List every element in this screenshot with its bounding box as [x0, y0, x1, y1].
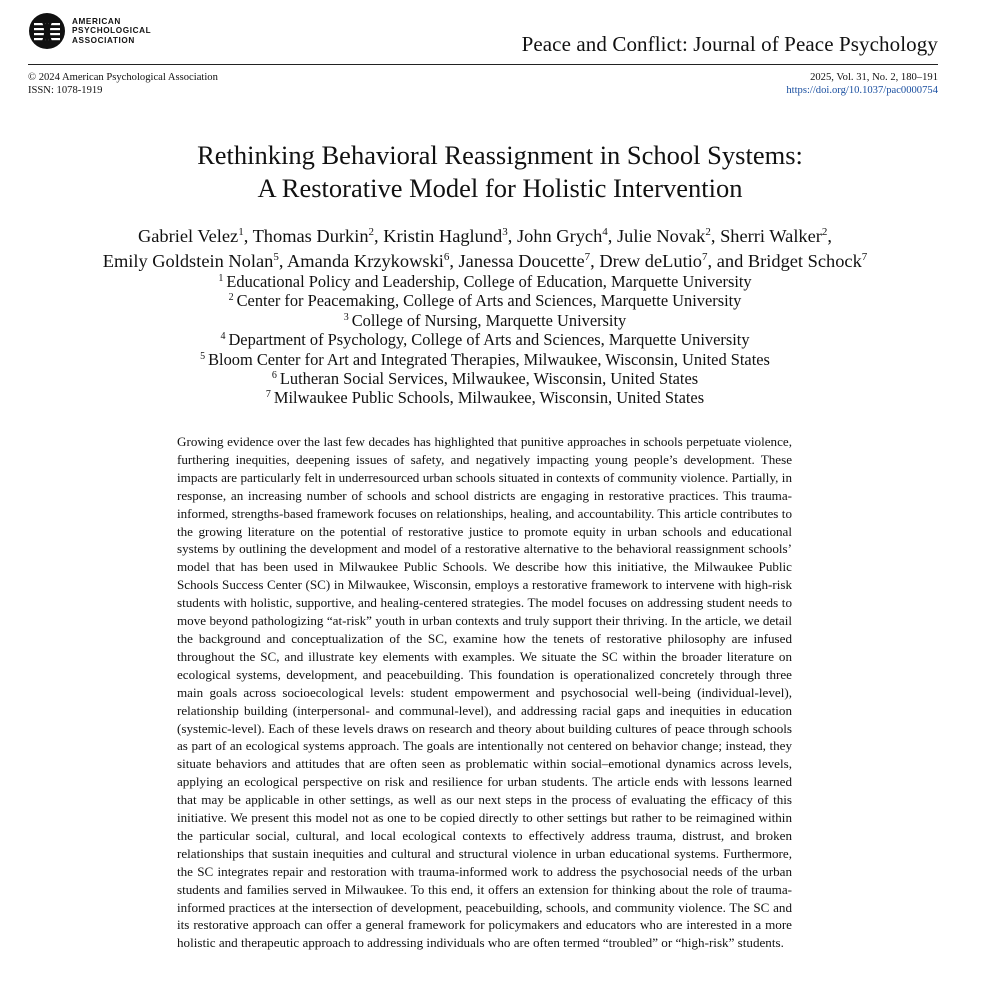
author-line: Emily Goldstein Nolan$^5$, Amanda Krzykowski$^6$, Janessa Doucette$^7$, Drew deLutio$^7$, and Bridget Schock$^7$: [102, 251, 868, 271]
author-name: Amanda Krzykowski: [287, 251, 444, 271]
author-name: John Grych: [516, 226, 603, 246]
author-name: Thomas Durkin: [252, 226, 369, 246]
author-affiliation-mark: 2: [821, 226, 828, 238]
author-affiliation-mark: 6: [443, 251, 450, 263]
affiliation: [0, 369, 970, 388]
copyright-block: [28, 72, 218, 97]
author-name: Bridget Schock: [747, 251, 862, 271]
affiliation-number: 3: [343, 311, 349, 323]
affiliation-text: Milwaukee Public Schools, Milwaukee, Wisconsin, United States: [273, 388, 705, 408]
apa-emblem-icon: [28, 12, 66, 50]
author-affiliation-mark: 2: [705, 226, 711, 238]
author-affiliation-mark: 7: [584, 251, 591, 263]
author-affiliation-mark: 3: [502, 226, 508, 238]
affiliation-text: Center for Peacemaking, College of Arts and Sciences, Marquette University: [236, 291, 742, 311]
affiliation-number: 1: [218, 273, 224, 284]
affiliation-text: Bloom Center for Art and Integrated Therapies, Milwaukee, Wisconsin, United States: [208, 349, 770, 369]
affiliation-text: Lutheran Social Services, Milwaukee, Wisconsin, United States: [279, 369, 699, 389]
author-name: Drew deLutio: [599, 251, 703, 271]
author-name: Emily Goldstein Nolan: [102, 251, 274, 271]
author-affiliation-mark: 7: [702, 251, 708, 263]
author-affiliation-mark: 7: [861, 251, 868, 263]
affiliation-number: 5: [200, 350, 206, 362]
logo-line: PSYCHOLOGICAL: [72, 26, 152, 36]
author-affiliation-mark: 2: [368, 226, 375, 238]
affiliation-number: 2: [228, 292, 234, 304]
affiliation: [0, 388, 970, 407]
affiliation-text: Educational Policy and Leadership, College of Education, Marquette University: [226, 272, 752, 291]
author-name: Julie Novak: [616, 226, 706, 246]
affiliation: [0, 330, 970, 349]
affiliation-number: 7: [265, 389, 271, 401]
issn-text: ISSN: 1078-1919: [28, 84, 103, 96]
author-name: Sherri Walker: [720, 226, 822, 246]
affiliation-list: [0, 272, 970, 408]
author-name: Janessa Doucette: [458, 251, 585, 271]
affiliation-text: Department of Psychology, College of Arts and Sciences, Marquette University: [228, 330, 750, 350]
author-affiliation-mark: 5: [273, 251, 279, 263]
author-line: Gabriel Velez$^1$, Thomas Durkin$^2$, Kristin Haglund$^3$, John Grych$^4$, Julie Novak$^2$, Sherri Walker$^2$,: [137, 226, 833, 246]
doi-link[interactable]: https://doi.org/10.1037/pac0000754: [786, 84, 938, 96]
logo-line: ASSOCIATION: [72, 35, 135, 45]
author-affiliation-mark: 4: [602, 226, 608, 238]
author-list: [0, 224, 970, 274]
author-affiliation-mark: 1: [238, 226, 244, 238]
logo-line: AMERICAN: [72, 16, 121, 26]
affiliation-number: 6: [271, 370, 277, 382]
author-name: Kristin Haglund: [383, 226, 503, 246]
citation-block: [786, 72, 938, 97]
affiliation: [0, 311, 970, 330]
apa-logo: [28, 12, 151, 50]
title-line: Rethinking Behavioral Reassignment in School Systems:: [197, 140, 803, 170]
affiliation: [0, 291, 970, 310]
article-title: [0, 139, 1000, 205]
author-name: Gabriel Velez: [137, 226, 239, 246]
header-divider: [28, 64, 938, 65]
affiliation: [0, 350, 970, 369]
affiliation-text: College of Nursing, Marquette University: [351, 310, 627, 330]
journal-title: Peace and Conflict: Journal of Peace Psychology: [521, 32, 938, 56]
copyright-text: © 2024 American Psychological Association: [28, 72, 218, 83]
abstract: Growing evidence over the last few decades has highlighted that punitive approaches in schools perpetuate violence, furthering inequities, deepening issues of safety, and negatively impacting young people’s development. These impacts are particularly felt in underresourced urban schools situated in contexts of community violence. Partially, in response, an increasing number of schools and school districts are engaging in restorative practices. This trauma-informed, strengths-based framework focuses on relationships, healing, and accountability. This article contributes to the growing literature on the potential of restorative justice to promote equity in urban schools and educational systems by outlining the development and model of a restorative alternative to the behavioral reassignment schools’ model that has been used in Milwaukee Public Schools. We describe how this initiative, the Milwaukee Public Schools Success Center (SC) in Milwaukee, Wisconsin, employs a restorative framework to intervene with high-risk students with holistic, supportive, and healing-centered strategies. The model focuses on addressing student needs to move beyond pathologizing “at-risk” youth in urban contexts and truly support their thriving. In the article, we detail the background and conceptualization of the SC, examine how the tenets of restorative philosophy are infused throughout the SC, and illustrate key elements with examples. We situate the SC within the broader literature on ecological systems, development, and peacebuilding. This foundation is operationalized concretely through three main goals across socioecological levels: student empowerment and psychosocial well-being (individual-level), relationship building (interpersonal- and communal-level), and addressing racial gaps and inequities in education (systemic-level). Each of these levels draws on research and theory about building cultures of peace through schools as part of an ecological systems approach. The goals are intentionally not centered on behavior change; instead, they situate behaviors and attitudes that are often seen as problematic within social–emotional dynamics across levels, applying an ecological perspective on risk and resilience for urban students. The article ends with lessons learned that may be applicable in other settings, as well as our next steps in the process of evaluating the efficacy of this initiative. We present this model not as one to be copied directly to other settings but rather to be reimagined within the particular social, cultural, and local ecological contexts to effectively address trauma, distrust, and broken relationships that sustain inequities and cultural and structural violence in urban educational systems. Furthermore, the SC integrates repair and restoration with trauma-informed work to address the psychosocial needs of the urban students and families served in Milwaukee. To this end, it offers an extension for thinking about the role of trauma-informed practices at the intersection of development, peacebuilding, schools, and community violence. The SC and its restorative approach can offer a general framework for policymakers and educators who are interested in a more holistic and therapeutic approach to addressing individuals who are often termed “troubled” or “high-risk” students.: [177, 434, 792, 951]
affiliation: [0, 272, 970, 291]
apa-logo-text: [72, 17, 151, 46]
affiliation-number: 4: [220, 331, 226, 343]
title-line: A Restorative Model for Holistic Intervention: [257, 173, 743, 203]
citation-text: 2025, Vol. 31, No. 2, 180–191: [810, 72, 938, 83]
